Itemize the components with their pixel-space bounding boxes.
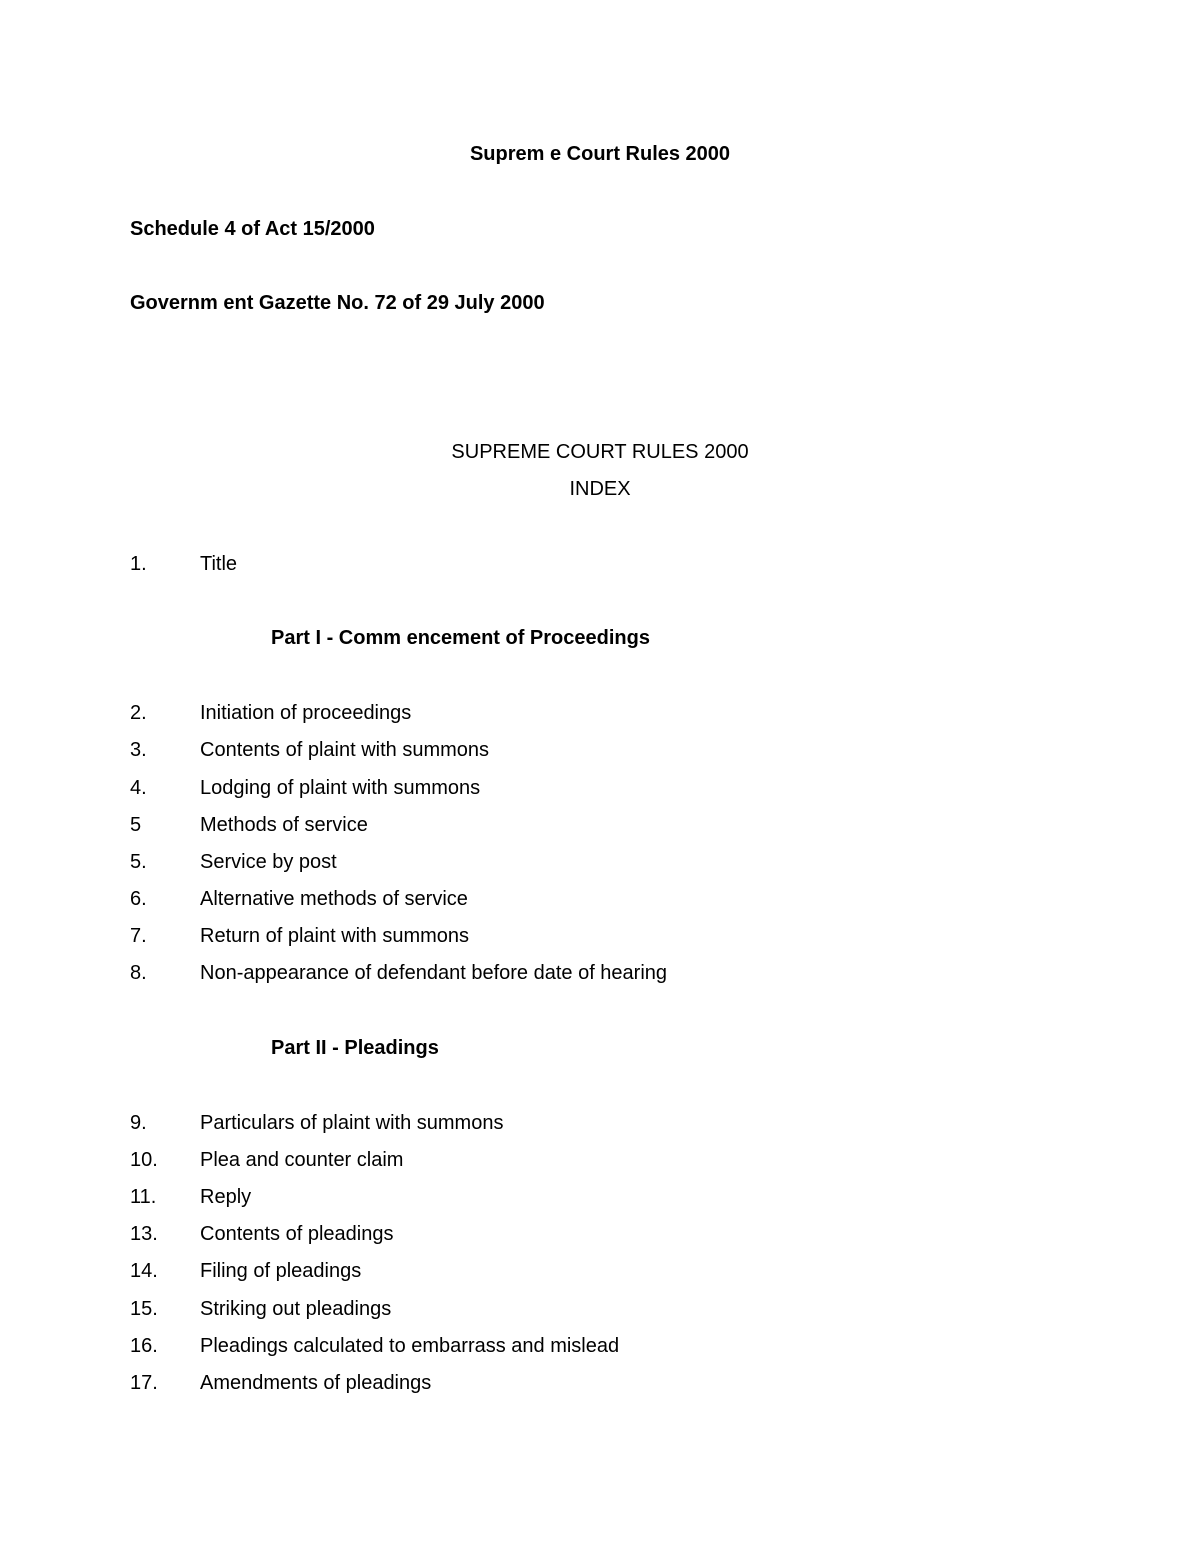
index-title: SUPREME COURT RULES 2000 <box>451 441 749 463</box>
entry-number: 10. <box>130 1149 158 1171</box>
entry-number: 6. <box>130 888 147 910</box>
entry-title: Lodging of plaint with summons <box>200 777 481 799</box>
entry-number: 1. <box>130 553 147 575</box>
entry-number: 9. <box>130 1112 147 1134</box>
entry-number: 7. <box>130 925 147 947</box>
part-2-heading: Part II - Pleadings <box>271 1037 439 1059</box>
entry-title: Particulars of plaint with summons <box>200 1112 504 1134</box>
entry-number: 13. <box>130 1223 158 1245</box>
entry-title: Striking out pleadings <box>200 1298 392 1320</box>
schedule-line: Schedule 4 of Act 15/2000 <box>130 218 375 240</box>
entry-title: Plea and counter claim <box>200 1149 404 1171</box>
entry-number: 5 <box>130 814 142 836</box>
entry-title: Amendments of pleadings <box>200 1372 432 1394</box>
header-title: Suprem e Court Rules 2000 <box>469 143 731 165</box>
entry-number: 17. <box>130 1372 158 1394</box>
index-label: INDEX <box>569 478 631 500</box>
entry-title: Non-appearance of defendant before date of hearing <box>200 962 668 984</box>
entry-title: Filing of pleadings <box>200 1260 362 1282</box>
entry-title: Service by post <box>200 851 337 873</box>
entry-title: Alternative methods of service <box>200 888 468 910</box>
entry-number: 14. <box>130 1260 158 1282</box>
gazette-line: Governm ent Gazette No. 72 of 29 July 2000 <box>130 292 545 314</box>
part-1-heading: Part I - Comm encement of Proceedings <box>271 627 650 649</box>
entry-title: Pleadings calculated to embarrass and mislead <box>200 1335 620 1357</box>
entry-number: 15. <box>130 1298 158 1320</box>
entry-title: Contents of pleadings <box>200 1223 394 1245</box>
entry-title: Initiation of proceedings <box>200 702 412 724</box>
entry-title: Return of plaint with summons <box>200 925 470 947</box>
entry-number: 16. <box>130 1335 158 1357</box>
entry-number: 8. <box>130 962 147 984</box>
entry-title: Contents of plaint with summons <box>200 739 490 761</box>
entry-number: 4. <box>130 777 147 799</box>
entry-title: Methods of service <box>200 814 368 836</box>
entry-number: 5. <box>130 851 147 873</box>
entry-title: Title <box>200 553 238 575</box>
entry-title: Reply <box>200 1186 252 1208</box>
entry-number: 2. <box>130 702 147 724</box>
entry-number: 11. <box>130 1186 157 1208</box>
entry-number: 3. <box>130 739 147 761</box>
